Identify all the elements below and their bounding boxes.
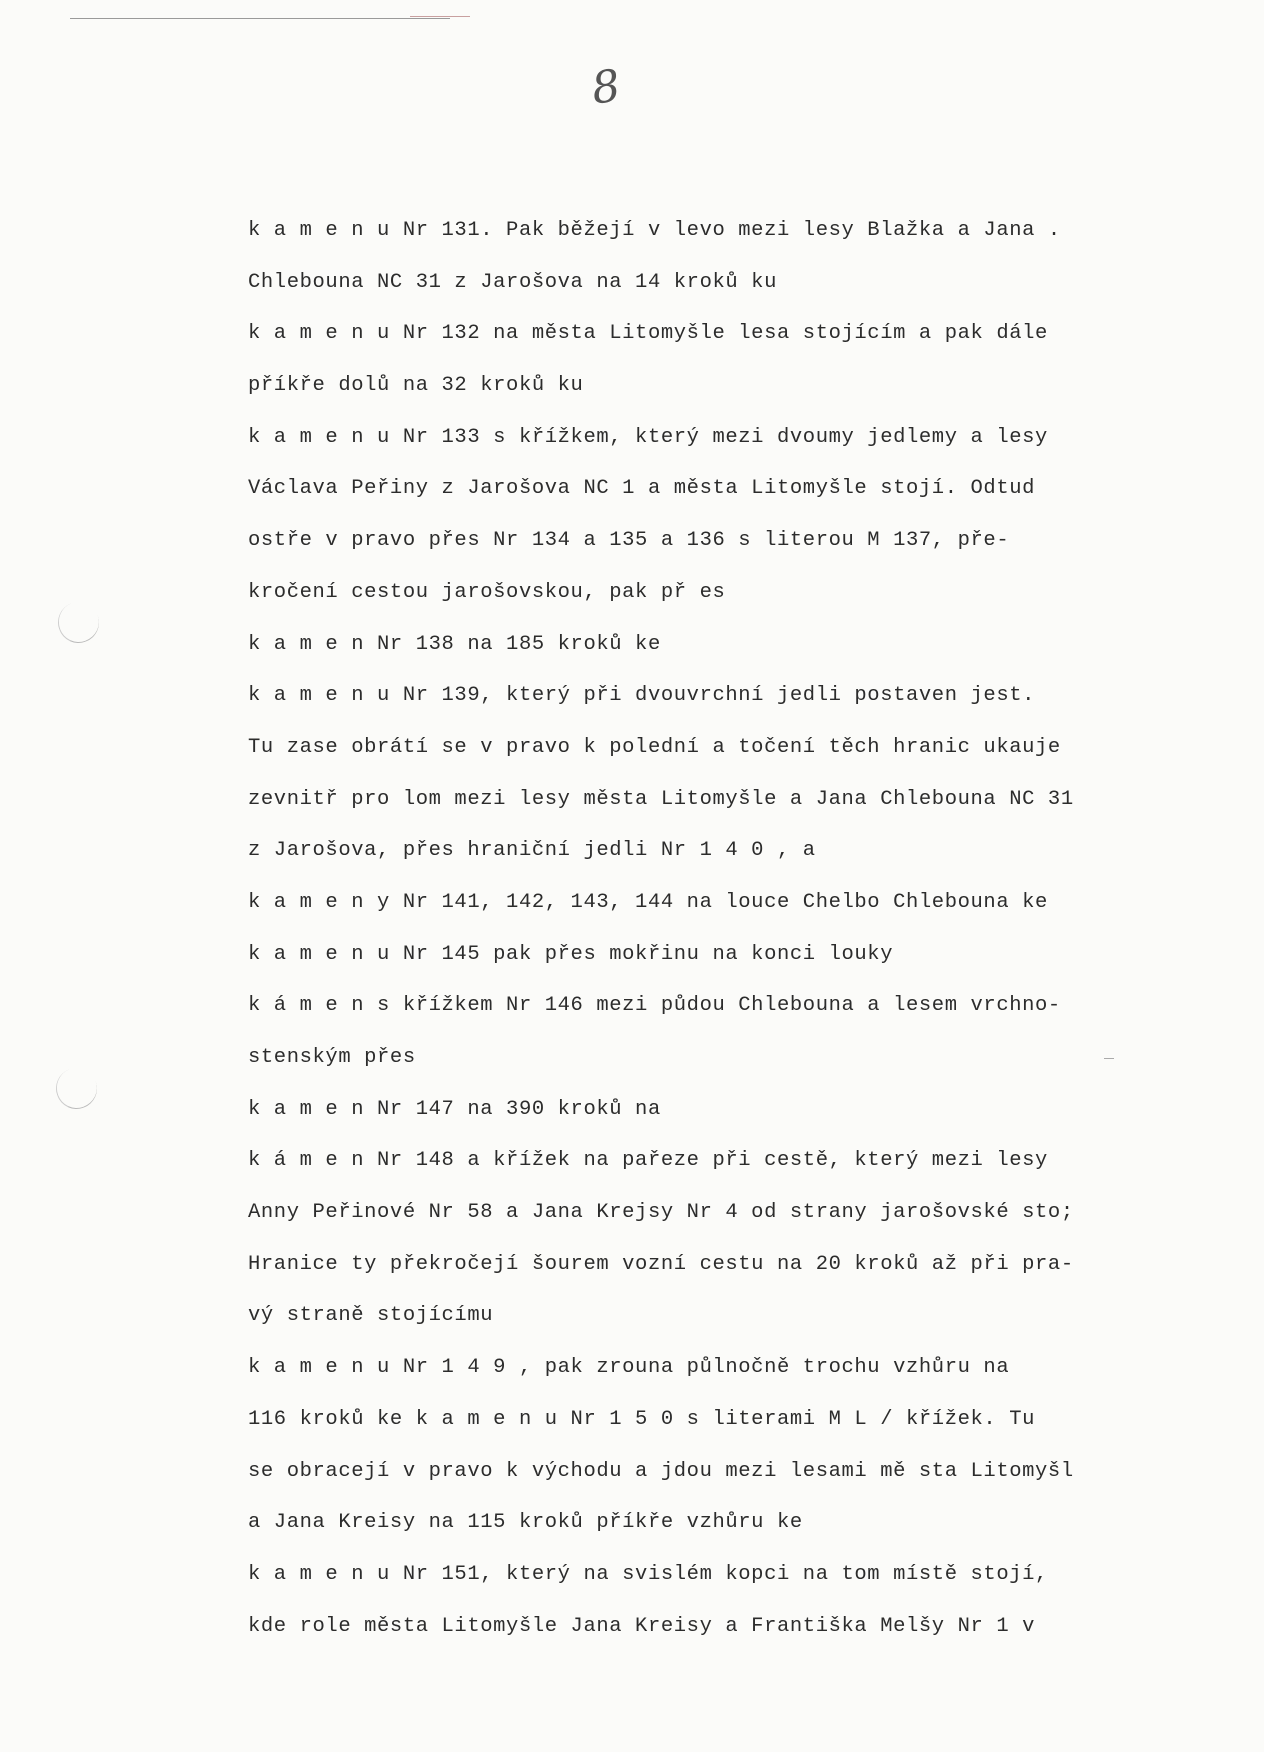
text-line: Hranice ty překročejí šourem vozní cestu na 20 kroků až při pra- — [248, 1252, 1074, 1276]
text-line: k a m e n u Nr 131. Pak běžejí v levo mezi lesy Blažka a Jana . — [248, 219, 1061, 242]
text-line: zevnitř pro lom mezi lesy města Litomyšle a Jana Chlebouna NC 31 — [248, 787, 1074, 811]
text-line: 116 kroků ke k a m e n u Nr 1 5 0 s literami M L / křížek. Tu — [248, 1407, 1036, 1431]
text-line: Tu zase obrátí se v pravo k polední a točení těch hranic ukauje — [248, 735, 1061, 759]
text-line: a Jana Kreisy na 115 kroků příkře vzhůru ke — [248, 1511, 803, 1535]
text-line: k a m e n u Nr 145 pak přes mokřinu na konci louky — [248, 942, 894, 966]
text-line: ostře v pravo přes Nr 134 a 135 a 136 s literou M 137, pře- — [248, 529, 1010, 553]
text-line: k a m e n Nr 138 na 185 kroků ke — [248, 632, 661, 656]
text-line: kročení cestou jarošovskou, pak př es — [248, 580, 726, 604]
text-line: stenským přes — [248, 1046, 416, 1069]
text-line: Anny Peřinové Nr 58 a Jana Krejsy Nr 4 od strany jarošovské sto; — [248, 1201, 1074, 1225]
typed-text-body — [248, 205, 1238, 1652]
text-line: Chlebouna NC 31 z Jarošova na 14 kroků ku — [248, 270, 777, 294]
text-line: k a m e n u Nr 151, který na svislém kopci na tom místě stojí, — [248, 1562, 1048, 1586]
text-line: k a m e n u Nr 139, který při dvouvrchní jedli postaven jest. — [248, 684, 1036, 708]
page-number: 8 — [588, 60, 624, 115]
text-line: z Jarošova, přes hraniční jedli Nr 1 4 0 , a — [248, 839, 816, 863]
text-line: kde role města Litomyšle Jana Kreisy a Františka Melšy Nr 1 v — [248, 1614, 1036, 1638]
text-line: k a m e n Nr 147 na 390 kroků na — [248, 1097, 661, 1121]
text-line: k á m e n Nr 148 a křížek na pařeze při cestě, který mezi lesy — [248, 1149, 1048, 1173]
text-line: vý straně stojícímu — [248, 1304, 494, 1328]
text-line: k a m e n y Nr 141, 142, 143, 144 na louce Chelbo Chlebouna ke — [248, 890, 1048, 914]
top-rule — [70, 18, 450, 19]
text-line: příkře dolů na 32 kroků ku — [248, 374, 584, 398]
punch-hole-mark — [50, 1062, 103, 1115]
text-line: k a m e n u Nr 132 na města Litomyšle lesa stojícím a pak dále — [248, 322, 1048, 346]
punch-hole-mark — [52, 596, 105, 649]
text-line: k a m e n u Nr 1 4 9 , pak zrouna půlnočně trochu vzhůru na — [248, 1356, 1010, 1380]
text-line: se obracejí v pravo k východu a jdou mezi lesami mě sta Litomyšl — [248, 1459, 1074, 1483]
top-rule-mark — [410, 16, 470, 17]
text-line: Václava Peřiny z Jarošova NC 1 a města Litomyšle stojí. Odtud — [248, 477, 1036, 501]
text-line: k a m e n u Nr 133 s křížkem, který mezi dvoumy jedlemy a lesy — [248, 425, 1048, 449]
text-line: k á m e n s křížkem Nr 146 mezi půdou Chlebouna a lesem vrchno- — [248, 994, 1061, 1018]
